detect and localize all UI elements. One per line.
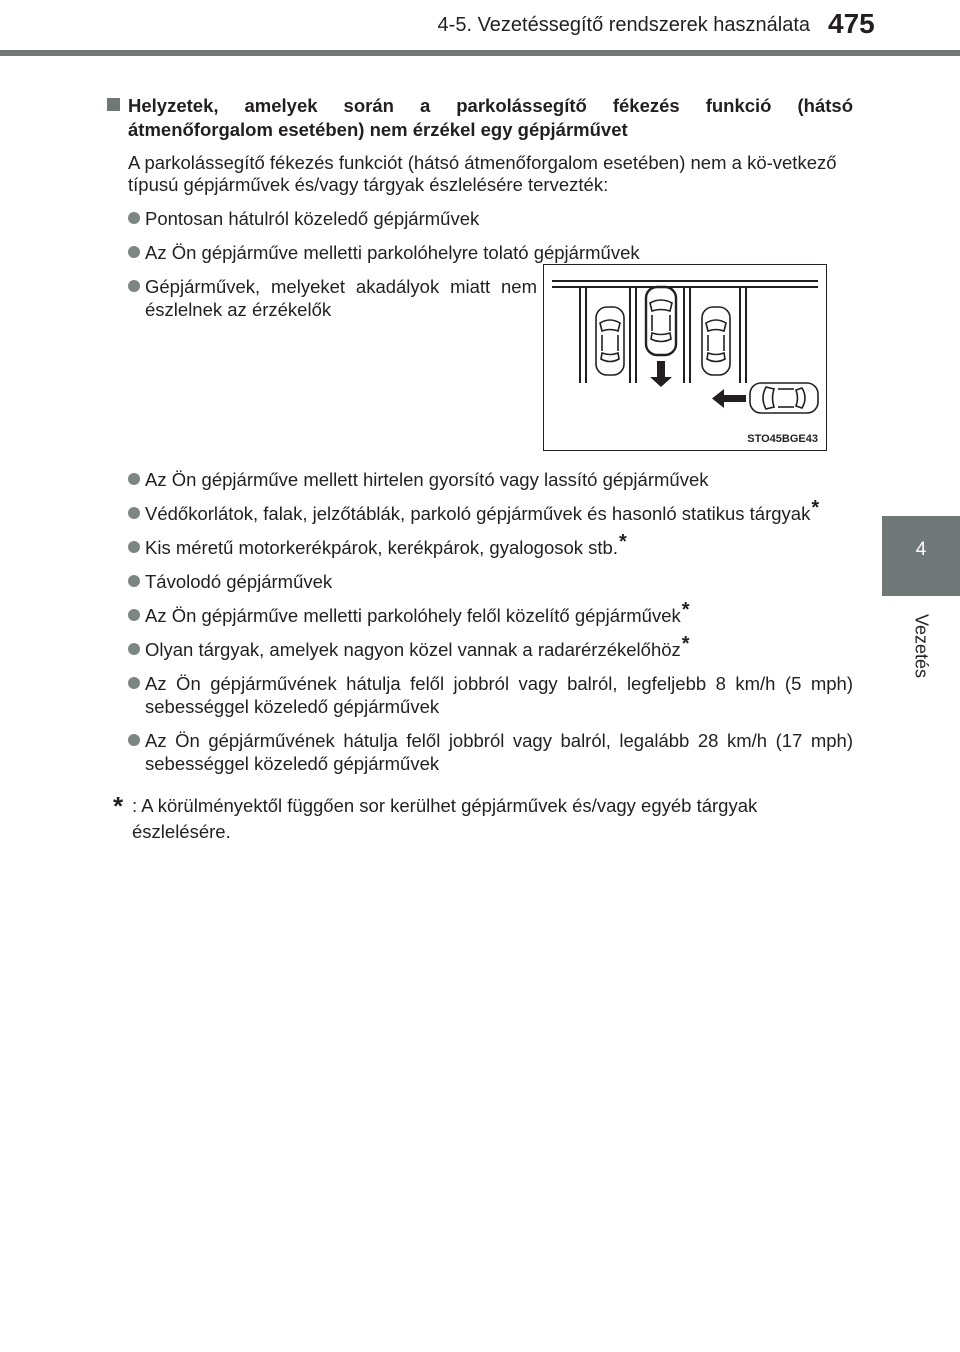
chapter-label-box xyxy=(906,607,936,685)
bullet-icon xyxy=(128,575,140,587)
section-heading xyxy=(107,94,853,142)
bullet-icon xyxy=(128,280,140,292)
list-item: Az Ön gépjárművének hátulja felől jobbról vagy balról, legfeljebb 8 km/h (5 mph) sebességgel közeledő gépjárművek xyxy=(107,672,853,718)
bullet-icon xyxy=(128,246,140,258)
square-bullet-icon xyxy=(107,98,120,111)
list-item: Az Ön gépjárműve melletti parkolóhelyre tolató gépjárművek xyxy=(107,241,853,264)
chapter-tab xyxy=(882,516,960,596)
header-rule xyxy=(0,50,960,56)
chapter-label: Vezetés xyxy=(911,613,932,679)
bullet-icon xyxy=(128,507,140,519)
bullet-icon xyxy=(128,541,140,553)
list-item: Az Ön gépjárműve melletti parkolóhely felől közelítő gépjárművek* xyxy=(107,604,853,627)
list-item: Pontosan hátulról közeledő gépjárművek xyxy=(107,207,853,230)
list-item: Az Ön gépjárművének hátulja felől jobbról vagy balról, legalább 28 km/h (17 mph) sebességgel közeledő gépjárművek xyxy=(107,729,853,775)
footnote-asterisk: * xyxy=(113,791,124,821)
parked-car-right-icon xyxy=(702,307,730,375)
approaching-car-icon xyxy=(750,383,818,413)
parked-car-left-icon xyxy=(596,307,624,375)
bullet-icon xyxy=(128,643,140,655)
list-item: Az Ön gépjárműve mellett hirtelen gyorsító vagy lassító gépjárművek xyxy=(107,468,853,491)
page-number: 475 xyxy=(828,8,875,39)
arrow-down-icon xyxy=(650,361,672,387)
own-car-icon xyxy=(646,287,676,355)
intro-paragraph: A parkolássegítő fékezés funkciót (hátsó átmenőforgalom esetében) nem a kö-vetkező típusú gépjárművek és/vagy tárgyak észlelésére tervezték: xyxy=(128,152,837,195)
parking-diagram-svg xyxy=(544,265,826,450)
parking-illustration xyxy=(543,264,827,451)
running-header-section: 4-5. Vezetéssegítő rendszerek használata xyxy=(437,14,810,36)
footnote-text: : A körülményektől függően sor kerülhet gépjárművek és/vagy egyéb tárgyak észlelésére. xyxy=(132,795,758,842)
bullet-icon xyxy=(128,212,140,224)
chapter-number: 4 xyxy=(915,539,927,560)
footnote xyxy=(113,793,853,845)
bullet-icon xyxy=(128,609,140,621)
list-item: Védőkorlátok, falak, jelzőtáblák, parkoló gépjárművek és hasonló statikus tárgyak* xyxy=(107,502,853,525)
list-item: Kis méretű motorkerékpárok, kerékpárok, gyalogosok stb.* xyxy=(107,536,853,559)
footnote-mark: * xyxy=(681,633,690,655)
footnote-mark: * xyxy=(681,599,690,621)
figure-code: STO45BGE43 xyxy=(747,433,818,445)
bullet-icon xyxy=(128,473,140,485)
arrow-left-icon xyxy=(712,389,746,408)
section-heading-text: Helyzetek, amelyek során a parkolássegítő fékezés funkció (hátsó átmenőforgalom esetében) nem érzékel egy gépjárművet xyxy=(128,95,853,140)
list-item: Olyan tárgyak, amelyek nagyon közel vannak a radarérzékelőhöz* xyxy=(107,638,853,661)
bullet-icon xyxy=(128,734,140,746)
list-item: Távolodó gépjárművek xyxy=(107,570,853,593)
bullet-icon xyxy=(128,677,140,689)
footnote-mark: * xyxy=(619,531,627,553)
list-item: Gépjárművek, melyeket akadályok miatt nem észlelnek az érzékelők xyxy=(107,275,537,455)
footnote-mark: * xyxy=(811,497,820,519)
